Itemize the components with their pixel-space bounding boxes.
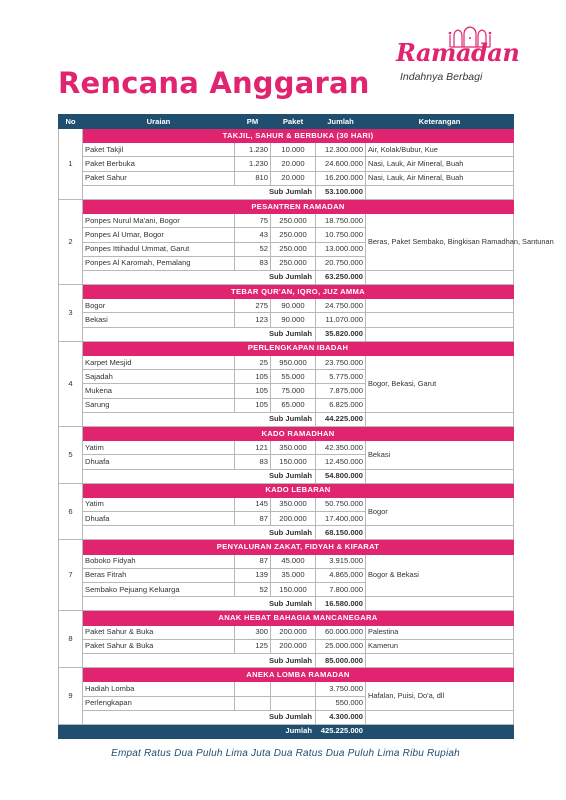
grand-total-keterangan	[366, 724, 514, 738]
item-keterangan: Beras, Paket Sembako, Bingkisan Ramadhan, Santunan	[366, 214, 514, 271]
item-pm: 105	[235, 384, 271, 398]
section-title: TEBAR QUR'AN, IQRO, JUZ AMMA	[83, 285, 514, 299]
item-keterangan: Bogor, Bekasi, Garut	[366, 356, 514, 413]
item-uraian: Bogor	[83, 299, 235, 313]
section-title-row	[59, 426, 514, 440]
item-jumlah: 4.865.000	[316, 568, 366, 582]
item-pm: 145	[235, 497, 271, 511]
item-jumlah: 24.750.000	[316, 299, 366, 313]
subtotal-keterangan	[366, 653, 514, 667]
section-number: 3	[59, 285, 83, 342]
col-header-uraian: Uraian	[83, 115, 235, 129]
item-jumlah: 60.000.000	[316, 625, 366, 639]
item-uraian: Paket Takjil	[83, 143, 235, 157]
item-uraian: Sembako Pejuang Keluarga	[83, 583, 235, 597]
item-uraian: Ponpes Al Karomah, Pemalang	[83, 256, 235, 270]
subtotal-row	[59, 597, 514, 611]
item-paket: 350.000	[271, 497, 316, 511]
item-jumlah: 18.750.000	[316, 214, 366, 228]
subtotal-value: 63.250.000	[316, 270, 366, 284]
item-pm: 810	[235, 171, 271, 185]
col-header-no: No	[59, 115, 83, 129]
table-row	[59, 143, 514, 157]
subtotal-label: Sub Jumlah	[83, 653, 316, 667]
item-pm: 75	[235, 214, 271, 228]
section-title: PENYALURAN ZAKAT, FIDYAH & KIFARAT	[83, 540, 514, 554]
section-title: KADO LEBARAN	[83, 483, 514, 497]
section-title-row	[59, 199, 514, 213]
item-pm: 121	[235, 441, 271, 455]
item-pm: 105	[235, 370, 271, 384]
item-jumlah: 17.400.000	[316, 512, 366, 526]
item-uraian: Beras Fitrah	[83, 568, 235, 582]
section-title-row	[59, 540, 514, 554]
item-paket: 55.000	[271, 370, 316, 384]
item-paket: 200.000	[271, 512, 316, 526]
table-row	[59, 171, 514, 185]
table-row	[59, 299, 514, 313]
subtotal-keterangan	[366, 469, 514, 483]
item-uraian: Karpet Mesjid	[83, 356, 235, 370]
table-header-row	[59, 115, 514, 129]
item-paket: 20.000	[271, 171, 316, 185]
item-pm: 87	[235, 512, 271, 526]
item-pm: 25	[235, 356, 271, 370]
section-title: PESANTREN RAMADAN	[83, 199, 514, 213]
subtotal-row	[59, 653, 514, 667]
section-number: 8	[59, 611, 83, 668]
section-title: PERLENGKAPAN IBADAH	[83, 341, 514, 355]
section-title: TAKJIL, SAHUR & BERBUKA (30 HARI)	[83, 129, 514, 143]
item-paket: 250.000	[271, 256, 316, 270]
section-title-row	[59, 668, 514, 682]
item-keterangan: Bekasi	[366, 441, 514, 469]
budget-table	[58, 114, 554, 739]
item-uraian: Paket Sahur & Buka	[83, 625, 235, 639]
logo-word: Ramadan	[396, 38, 520, 67]
item-uraian: Paket Sahur & Buka	[83, 639, 235, 653]
subtotal-keterangan	[366, 327, 514, 341]
col-header-paket: Paket	[271, 115, 316, 129]
col-header-keterangan: Keterangan	[366, 115, 514, 129]
section-number: 2	[59, 199, 83, 284]
item-uraian: Perlengkapan	[83, 696, 235, 710]
item-pm: 139	[235, 568, 271, 582]
item-pm: 83	[235, 455, 271, 469]
section-number: 7	[59, 540, 83, 611]
item-uraian: Yatim	[83, 497, 235, 511]
subtotal-row	[59, 270, 514, 284]
section-title: ANAK HEBAT BAHAGIA MANCANEGARA	[83, 611, 514, 625]
item-keterangan: Nasi, Lauk, Air Mineral, Buah	[366, 157, 514, 171]
table-row	[59, 497, 514, 511]
section-number: 1	[59, 129, 83, 200]
subtotal-value: 68.150.000	[316, 526, 366, 540]
item-jumlah: 3.915.000	[316, 554, 366, 568]
item-uraian: Hadiah Lomba	[83, 682, 235, 696]
item-pm: 105	[235, 398, 271, 412]
item-pm	[235, 682, 271, 696]
subtotal-row	[59, 710, 514, 724]
subtotal-row	[59, 469, 514, 483]
item-pm: 1.230	[235, 143, 271, 157]
grand-total-row	[59, 724, 514, 738]
item-jumlah: 10.750.000	[316, 228, 366, 242]
subtotal-row	[59, 185, 514, 199]
subtotal-keterangan	[366, 597, 514, 611]
grand-total-no	[59, 724, 83, 738]
item-pm: 123	[235, 313, 271, 327]
subtotal-value: 53.100.000	[316, 185, 366, 199]
subtotal-keterangan	[366, 270, 514, 284]
subtotal-label: Sub Jumlah	[83, 526, 316, 540]
item-paket: 45.000	[271, 554, 316, 568]
item-keterangan: Bogor	[366, 497, 514, 525]
grand-total-label: Jumlah	[83, 724, 316, 738]
table-row	[59, 313, 514, 327]
table-row	[59, 625, 514, 639]
section-number: 6	[59, 483, 83, 540]
grand-total-value: 425.225.000	[316, 724, 366, 738]
section-number: 5	[59, 426, 83, 483]
subtotal-value: 35.820.000	[316, 327, 366, 341]
subtotal-label: Sub Jumlah	[83, 270, 316, 284]
section-title-row	[59, 285, 514, 299]
subtotal-label: Sub Jumlah	[83, 469, 316, 483]
item-paket: 20.000	[271, 157, 316, 171]
item-jumlah: 13.000.000	[316, 242, 366, 256]
section-number: 4	[59, 341, 83, 426]
item-uraian: Ponpes Al Umar, Bogor	[83, 228, 235, 242]
item-jumlah: 7.800.000	[316, 583, 366, 597]
table-row	[59, 157, 514, 171]
subtotal-keterangan	[366, 412, 514, 426]
table-body	[59, 129, 554, 739]
item-jumlah: 12.450.000	[316, 455, 366, 469]
item-jumlah: 550.000	[316, 696, 366, 710]
section-number: 9	[59, 668, 83, 725]
item-keterangan: Hafalan, Puisi, Do'a, dll	[366, 682, 514, 710]
item-paket: 200.000	[271, 625, 316, 639]
item-paket	[271, 682, 316, 696]
item-jumlah: 23.750.000	[316, 356, 366, 370]
subtotal-label: Sub Jumlah	[83, 327, 316, 341]
item-pm	[235, 696, 271, 710]
item-jumlah: 7.875.000	[316, 384, 366, 398]
subtotal-row	[59, 327, 514, 341]
item-keterangan: Nasi, Lauk, Air Mineral, Buah	[366, 171, 514, 185]
item-paket: 250.000	[271, 214, 316, 228]
item-paket: 250.000	[271, 242, 316, 256]
section-title: ANEKA LOMBA RAMADAN	[83, 668, 514, 682]
table-row	[59, 682, 514, 696]
item-paket: 200.000	[271, 639, 316, 653]
page-title: Rencana Anggaran	[58, 66, 370, 100]
subtotal-value: 44.225.000	[316, 412, 366, 426]
item-paket: 150.000	[271, 455, 316, 469]
section-title-row	[59, 129, 514, 143]
item-uraian: Paket Sahur	[83, 171, 235, 185]
subtotal-value: 16.580.000	[316, 597, 366, 611]
subtotal-label: Sub Jumlah	[83, 710, 316, 724]
item-jumlah: 42.350.000	[316, 441, 366, 455]
item-paket: 250.000	[271, 228, 316, 242]
item-paket: 350.000	[271, 441, 316, 455]
item-jumlah: 25.000.000	[316, 639, 366, 653]
item-uraian: Mukena	[83, 384, 235, 398]
item-uraian: Ponpes Nurul Ma'ani, Bogor	[83, 214, 235, 228]
item-uraian: Sajadah	[83, 370, 235, 384]
item-paket: 75.000	[271, 384, 316, 398]
item-jumlah: 24.600.000	[316, 157, 366, 171]
subtotal-value: 4.300.000	[316, 710, 366, 724]
item-keterangan: Air, Kolak/Bubur, Kue	[366, 143, 514, 157]
item-uraian: Paket Berbuka	[83, 157, 235, 171]
section-title-row	[59, 341, 514, 355]
item-uraian: Bekasi	[83, 313, 235, 327]
table-row	[59, 639, 514, 653]
item-paket: 90.000	[271, 313, 316, 327]
item-uraian: Dhuafa	[83, 512, 235, 526]
item-paket: 150.000	[271, 583, 316, 597]
subtotal-value: 85.000.000	[316, 653, 366, 667]
subtotal-row	[59, 412, 514, 426]
section-title-row	[59, 483, 514, 497]
col-header-jumlah: Jumlah	[316, 115, 366, 129]
table-row	[59, 356, 514, 370]
subtotal-keterangan	[366, 526, 514, 540]
item-uraian: Sarung	[83, 398, 235, 412]
ramadan-logo	[394, 26, 520, 86]
item-jumlah: 5.775.000	[316, 370, 366, 384]
subtotal-row	[59, 526, 514, 540]
item-jumlah: 11.070.000	[316, 313, 366, 327]
item-uraian: Yatim	[83, 441, 235, 455]
subtotal-label: Sub Jumlah	[83, 185, 316, 199]
item-keterangan: Palestina	[366, 625, 514, 639]
item-pm: 275	[235, 299, 271, 313]
item-pm: 43	[235, 228, 271, 242]
item-keterangan	[366, 313, 514, 327]
section-title: KADO RAMADHAN	[83, 426, 514, 440]
item-jumlah: 12.300.000	[316, 143, 366, 157]
item-keterangan	[366, 299, 514, 313]
subtotal-keterangan	[366, 710, 514, 724]
item-paket: 950.000	[271, 356, 316, 370]
item-paket: 65.000	[271, 398, 316, 412]
subtotal-label: Sub Jumlah	[83, 412, 316, 426]
item-pm: 52	[235, 242, 271, 256]
item-jumlah: 50.750.000	[316, 497, 366, 511]
item-jumlah: 6.825.000	[316, 398, 366, 412]
item-uraian: Ponpes Ittihadul Ummat, Garut	[83, 242, 235, 256]
item-jumlah: 3.750.000	[316, 682, 366, 696]
table-row	[59, 441, 514, 455]
table-row	[59, 554, 514, 568]
item-jumlah: 20.750.000	[316, 256, 366, 270]
item-jumlah: 16.200.000	[316, 171, 366, 185]
item-pm: 300	[235, 625, 271, 639]
item-keterangan: Kamerun	[366, 639, 514, 653]
item-pm: 83	[235, 256, 271, 270]
item-pm: 125	[235, 639, 271, 653]
item-paket	[271, 696, 316, 710]
item-uraian: Boboko Fidyah	[83, 554, 235, 568]
logo-tagline: Indahnya Berbagi	[400, 71, 483, 83]
subtotal-label: Sub Jumlah	[83, 597, 316, 611]
item-keterangan: Bogor & Bekasi	[366, 554, 514, 597]
item-uraian: Dhuafa	[83, 455, 235, 469]
amount-in-words: Empat Ratus Dua Puluh Lima Juta Dua Ratus Dua Puluh Lima Ribu Rupiah	[111, 748, 460, 759]
section-title-row	[59, 611, 514, 625]
item-paket: 90.000	[271, 299, 316, 313]
item-pm: 1.230	[235, 157, 271, 171]
item-pm: 52	[235, 583, 271, 597]
item-paket: 35.000	[271, 568, 316, 582]
subtotal-keterangan	[366, 185, 514, 199]
col-header-pm: PM	[235, 115, 271, 129]
table-row	[59, 214, 514, 228]
subtotal-value: 54.800.000	[316, 469, 366, 483]
item-paket: 10.000	[271, 143, 316, 157]
item-pm: 87	[235, 554, 271, 568]
